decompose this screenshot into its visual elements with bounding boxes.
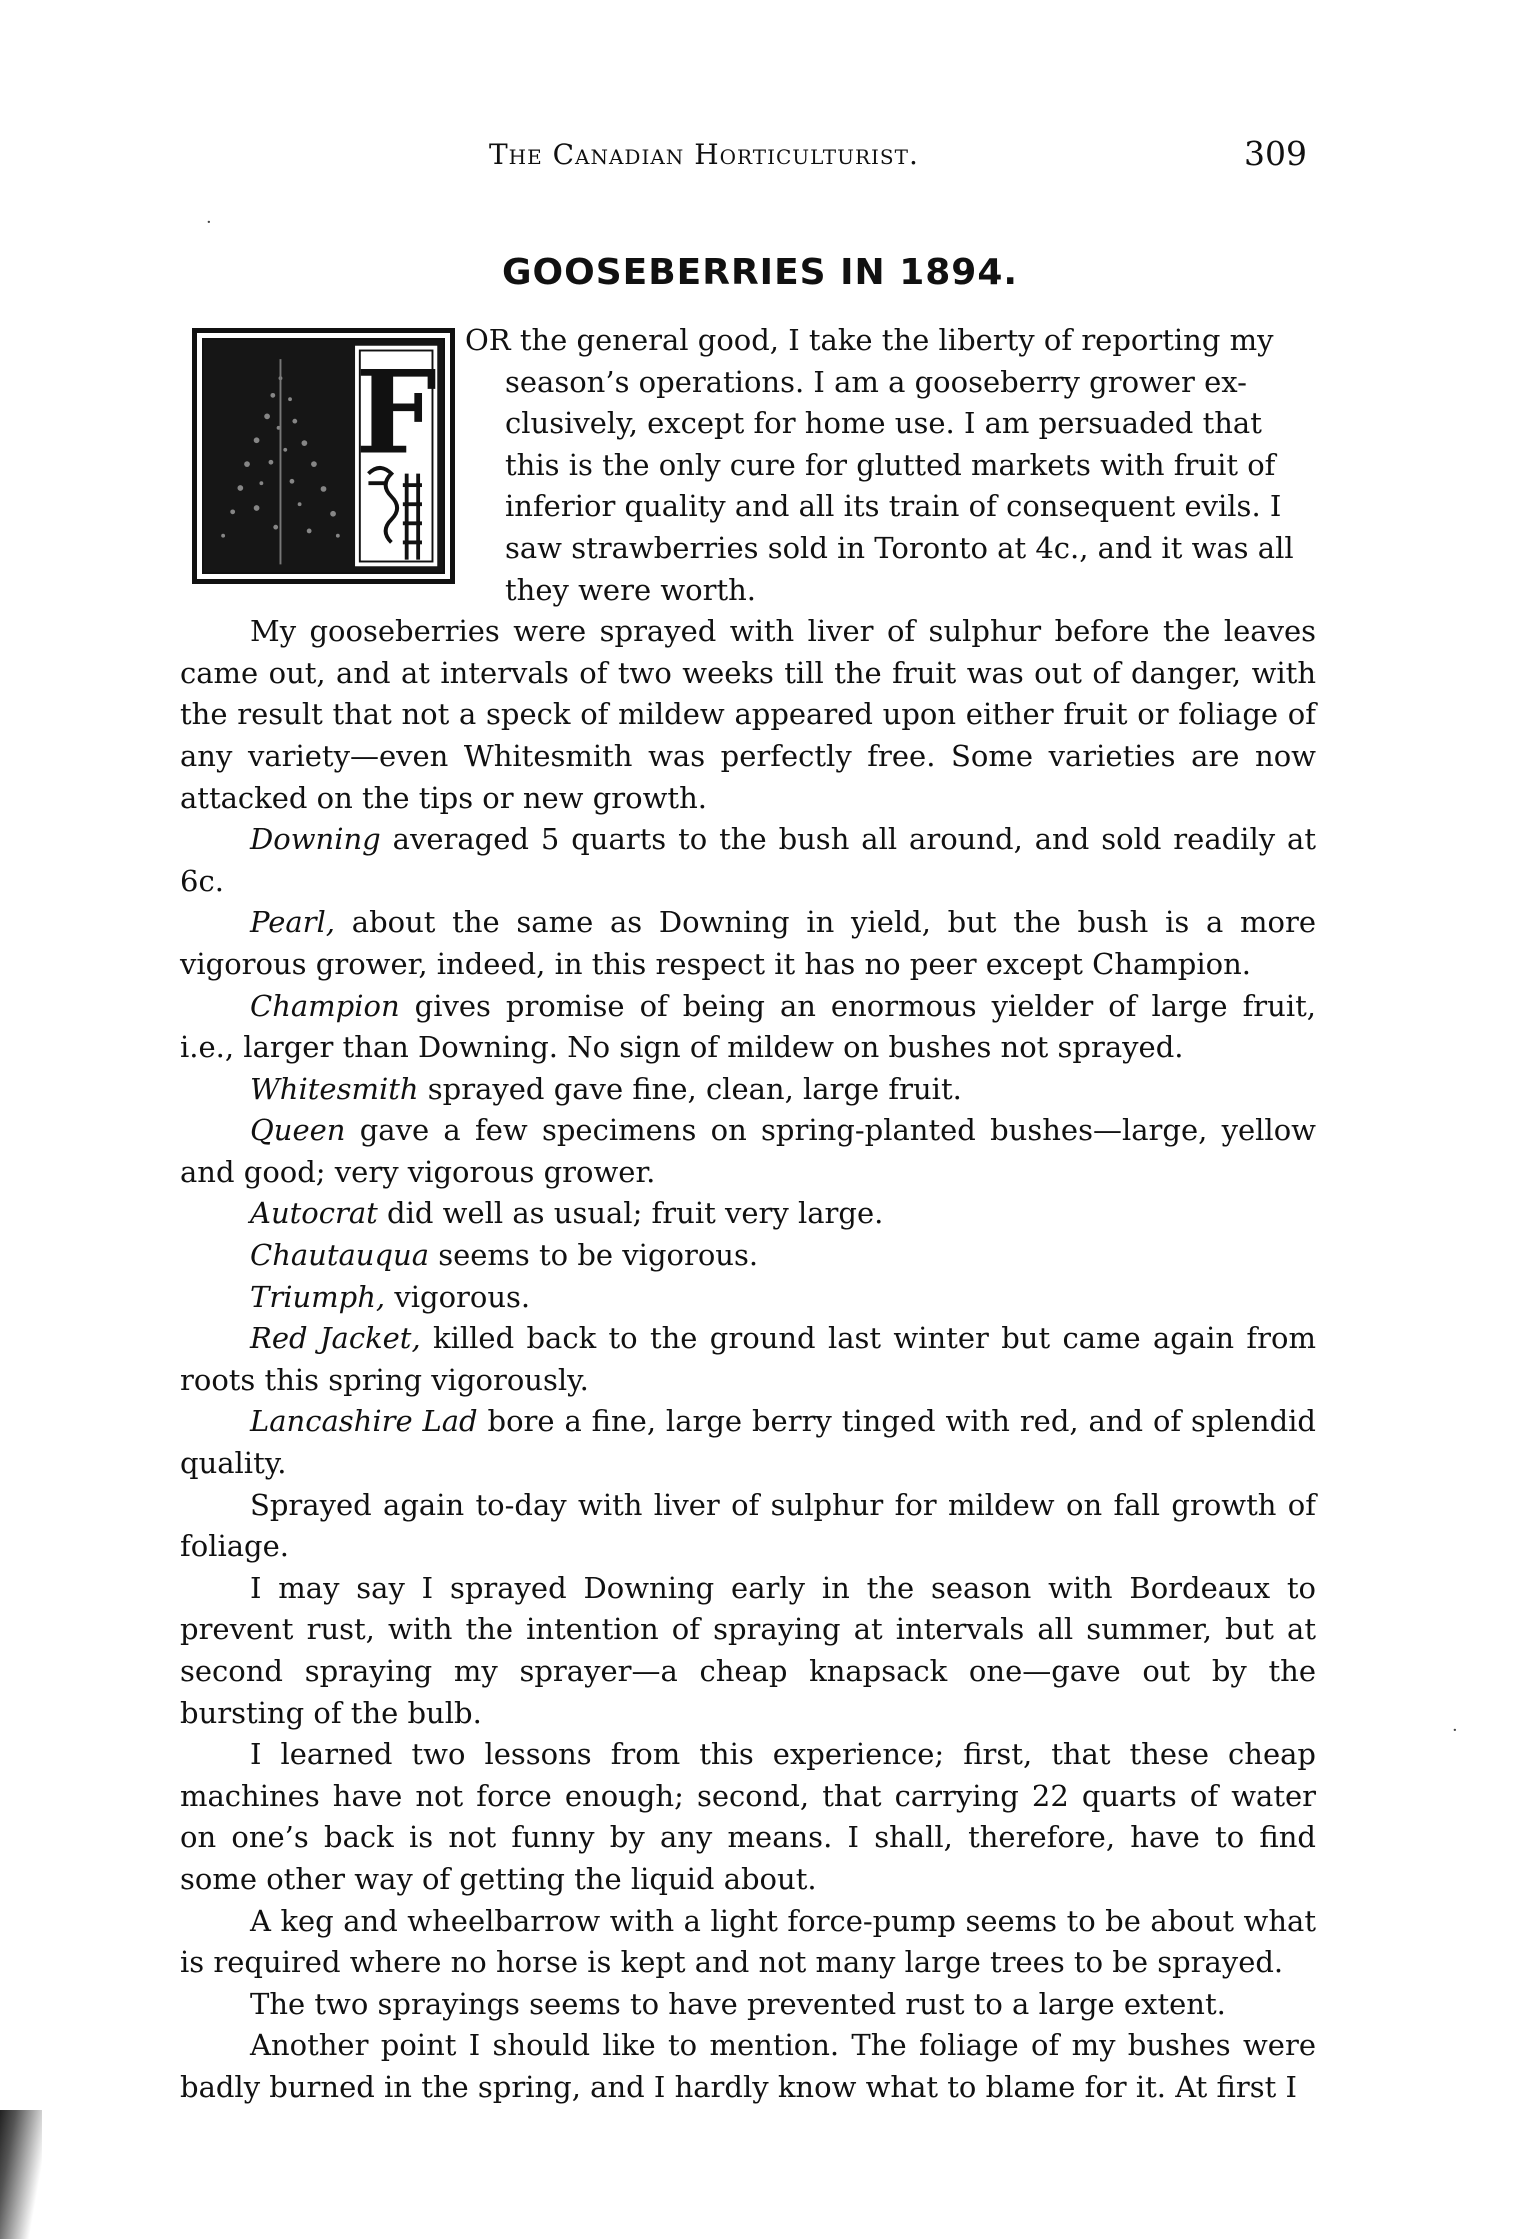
variety-name: Champion (250, 988, 400, 1023)
scan-edge-shadow (0, 2110, 42, 2239)
variety-paragraph: Triumph, vigorous. (250, 1279, 531, 1314)
variety-paragraph: Pearl, about the same as Downing in yield, but the bush is a more vigorous grower, indeed, in this respect it has no peer except Champion. (180, 905, 1316, 981)
variety-paragraph: Chautauqua seems to be vigorous. (250, 1238, 759, 1273)
paragraph: Another point I should like to mention. The foliage of my bushes were badly burned in the spring, and I hardly know what to blame for it. At first I (180, 2028, 1316, 2104)
intro-line: they were worth. (505, 572, 757, 607)
variety-name: Lancashire Lad (250, 1404, 478, 1439)
intro-line: OR the general good, I take the liberty of reporting my (465, 323, 1274, 357)
intro-line: saw strawberries sold in Toronto at 4c., and it was all (505, 530, 1294, 565)
variety-name: Red Jacket, (250, 1321, 421, 1356)
variety-name: Triumph, (250, 1279, 386, 1314)
variety-name: Downing (250, 822, 381, 857)
intro-line: inferior quality and all its train of consequent evils. I (505, 489, 1282, 524)
variety-paragraph: Red Jacket, killed back to the ground last winter but came again from roots this spring vigorously. (180, 1321, 1316, 1397)
paragraph: I learned two lessons from this experience; first, that these cheap machines have not force enough; second, that carrying 22 quarts of water on one’s back is not funny by any means. I shall, therefore, have to find some other way of getting the liquid about. (180, 1737, 1316, 1896)
paragraph: The two sprayings seems to have prevented rust to a large extent. (250, 1986, 1226, 2021)
article-title: GOOSEBERRIES IN 1894. (501, 252, 1019, 293)
paragraph: My gooseberries were sprayed with liver of sulphur before the leaves came out, and at intervals of two weeks till the fruit was out of danger, with the result that not a speck of mildew appeared upon either fruit or foliage of any variety—even Whitesmith was perfectly free. Some varieties are now attacked on the tips or new growth. (180, 614, 1316, 815)
running-title: The Canadian Horticulturist. (489, 138, 919, 171)
variety-name: Chautauqua (250, 1238, 429, 1273)
dropcap-letter: F (355, 345, 437, 481)
article-body (180, 320, 1316, 2109)
variety-name: Queen (250, 1113, 346, 1148)
running-head (0, 134, 1520, 178)
intro-paragraph (180, 320, 1316, 611)
speck-mark: · (1452, 1720, 1458, 1741)
variety-paragraph: Downing averaged 5 quarts to the bush all around, and sold readily at 6c. (180, 822, 1316, 898)
variety-paragraph: Whitesmith sprayed gave fine, clean, large fruit. (250, 1071, 962, 1106)
intro-line: this is the only cure for glutted markets with fruit of (505, 447, 1276, 482)
page-number: 309 (1244, 134, 1307, 173)
variety-paragraph: Champion gives promise of being an enormous yielder of large fruit, i.e., larger than Downing. No sign of mildew on bushes not sprayed. (180, 988, 1316, 1065)
paragraph: I may say I sprayed Downing early in the season with Bordeaux to prevent rust, with the intention of spraying at intervals all summer, but at second spraying my sprayer—a cheap knapsack one—gave out by the bursting of the bulb. (180, 1570, 1316, 1730)
variety-name: Autocrat (250, 1196, 378, 1231)
paragraph: A keg and wheelbarrow with a light force-pump seems to be about what is required where no horse is kept and not many large trees to be sprayed. (180, 1903, 1316, 1980)
variety-paragraph: Queen gave a few specimens on spring-planted bushes—large, yellow and good; very vigorous grower. (180, 1113, 1316, 1189)
variety-name: Whitesmith (250, 1071, 419, 1106)
variety-paragraph: Autocrat did well as usual; fruit very large. (250, 1196, 884, 1231)
variety-name: Pearl, (250, 905, 336, 940)
speck-mark: · (206, 212, 212, 233)
paragraph: Sprayed again to-day with liver of sulphur for mildew on fall growth of foliage. (180, 1487, 1316, 1564)
intro-line: season’s operations. I am a gooseberry grower ex- (505, 364, 1247, 399)
variety-paragraph: Lancashire Lad bore a fine, large berry tinged with red, and of splendid quality. (180, 1404, 1316, 1481)
intro-line: clusively, except for home use. I am persuaded that (505, 406, 1262, 441)
